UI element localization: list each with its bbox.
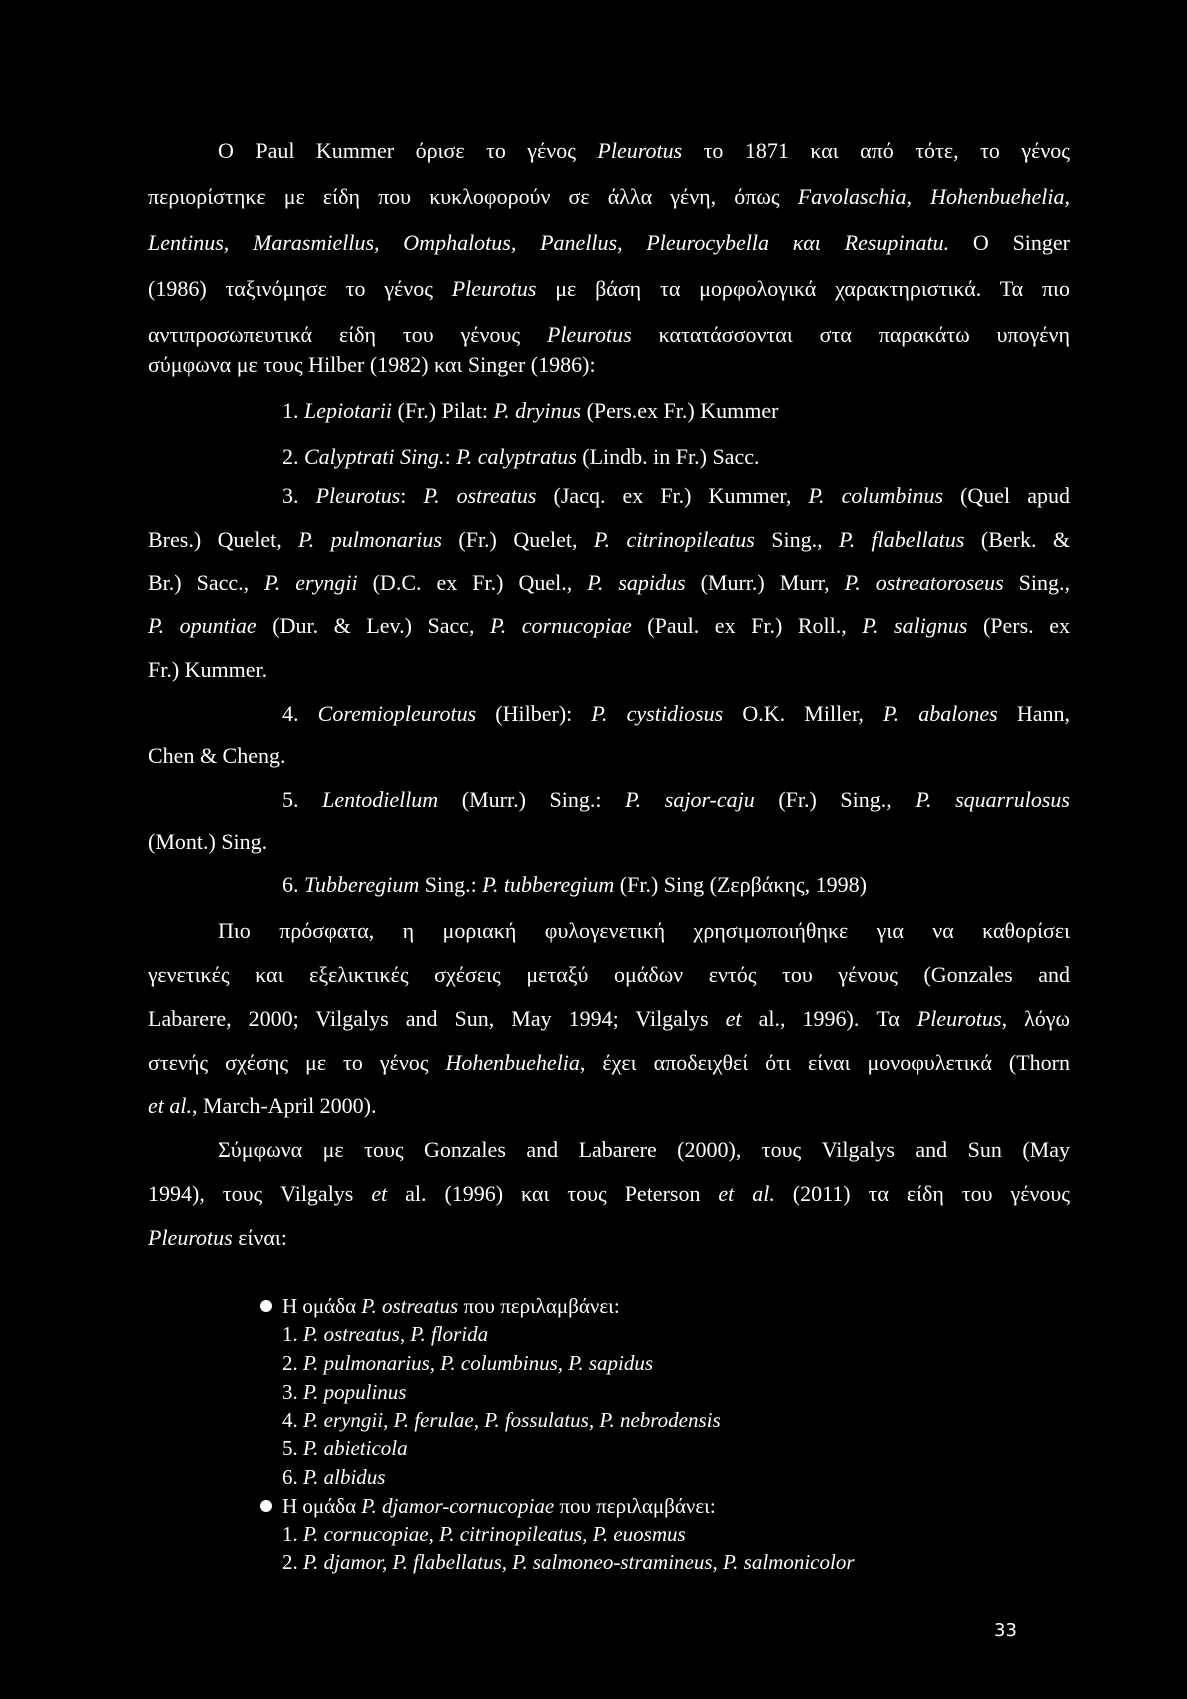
text-line: et al., March-April 2000). [148,1093,377,1118]
page-number: 33 [994,1620,1017,1641]
text-line: σύμφωνα με τους Hilber (1982) και Singer (1986): [148,352,596,377]
group-heading: Η ομάδα P. djamor-cornucopiae που περιλαμβάνει: [282,1494,716,1518]
text-line: Σύμφωνα με τους Gonzales and Labarere (2000), τους Vilgalys and Sun (May [218,1137,1070,1162]
text-line: Fr.) Kummer. [148,657,268,682]
bullet-icon [260,1300,272,1312]
subgenus-line: 3. Pleurotus: P. ostreatus (Jacq. ex Fr.) Kummer, P. columbinus (Quel apud [282,483,1070,508]
text-line: Labarere, 2000; Vilgalys and Sun, May 1994; Vilgalys et al., 1996). Τα Pleurotus, λόγω [148,1006,1070,1031]
text-line: Lentinus, Marasmiellus, Omphalotus, Panellus, Pleurocybella και Resupinatu. Ο Singer [148,230,1071,255]
subgenus-line: 6. Tubberegium Sing.: P. tubberegium (Fr.) Sing (Ζερβάκης, 1998) [282,872,867,897]
text-line: στενής σχέσης με το γένος Hohenbuehelia, έχει αποδειχθεί ότι είναι μονοφυλετικά (Thorn [148,1050,1070,1075]
list-item: 3. P. populinus [282,1380,407,1404]
list-item: 5. P. abieticola [282,1436,408,1460]
list-item: 2. P. djamor, P. flabellatus, P. salmoneo-stramineus, P. salmonicolor [282,1550,855,1574]
text-line: Chen & Cheng. [148,743,286,768]
text-line: περιορίστηκε με είδη που κυκλοφορούν σε άλλα γένη, όπως Favolaschia, Hohenbuehelia, [148,184,1070,209]
text-line: Pleurotus είναι: [148,1225,287,1250]
text-line: αντιπροσωπευτικά είδη του γένους Pleurotus κατατάσσονται στα παρακάτω υπογένη [148,322,1070,347]
text-line: γενετικές και εξελικτικές σχέσεις μεταξύ ομάδων εντός του γένους (Gonzales and [148,962,1070,987]
text-line: (1986) ταξινόμησε το γένος Pleurotus με βάση τα μορφολογικά χαρακτηριστικά. Τα πιο [148,276,1070,301]
text-line: 1994), τους Vilgalys et al. (1996) και τους Peterson et al. (2011) τα είδη του γένους [148,1181,1070,1206]
list-item: 6. P. albidus [282,1465,386,1489]
list-item: 4. P. eryngii, P. ferulae, P. fossulatus, P. nebrodensis [282,1408,721,1432]
list-item: 2. P. pulmonarius, P. columbinus, P. sapidus [282,1351,654,1375]
subgenus-line: 5. Lentodiellum (Murr.) Sing.: P. sajor-caju (Fr.) Sing., P. squarrulosus [282,787,1070,812]
text-line: (Mont.) Sing. [148,829,268,854]
text-line: Πιο πρόσφατα, η μοριακή φυλογενετική χρησιμοποιήθηκε για να καθορίσει [218,918,1070,943]
list-item: 1. P. ostreatus, P. florida [282,1322,489,1346]
text-line: Br.) Sacc., P. eryngii (D.C. ex Fr.) Quel., P. sapidus (Murr.) Murr, P. ostreatoroseus Sing., [148,570,1070,595]
subgenus-line: 2. Calyptrati Sing.: P. calyptratus (Lindb. in Fr.) Sacc. [282,444,760,469]
group-heading: Η ομάδα P. ostreatus που περιλαμβάνει: [282,1294,620,1318]
text-line: Ο Paul Kummer όρισε το γένος Pleurotus το 1871 και από τότε, το γένος [218,138,1070,163]
subgenus-line: 4. Coremiopleurotus (Hilber): P. cystidiosus O.K. Miller, P. abalones Hann, [282,701,1071,726]
bullet-icon [260,1500,272,1512]
text-line: P. opuntiae (Dur. & Lev.) Sacc, P. cornucopiae (Paul. ex Fr.) Roll., P. salignus (Pers. ex [148,613,1071,638]
list-item: 1. P. cornucopiae, P. citrinopileatus, P. euosmus [282,1522,686,1546]
text-line: Bres.) Quelet, P. pulmonarius (Fr.) Quelet, P. citrinopileatus Sing., P. flabellatus (Berk. & [148,527,1071,552]
subgenus-line: 1. Lepiotarii (Fr.) Pilat: P. dryinus (Pers.ex Fr.) Kummer [282,398,779,423]
